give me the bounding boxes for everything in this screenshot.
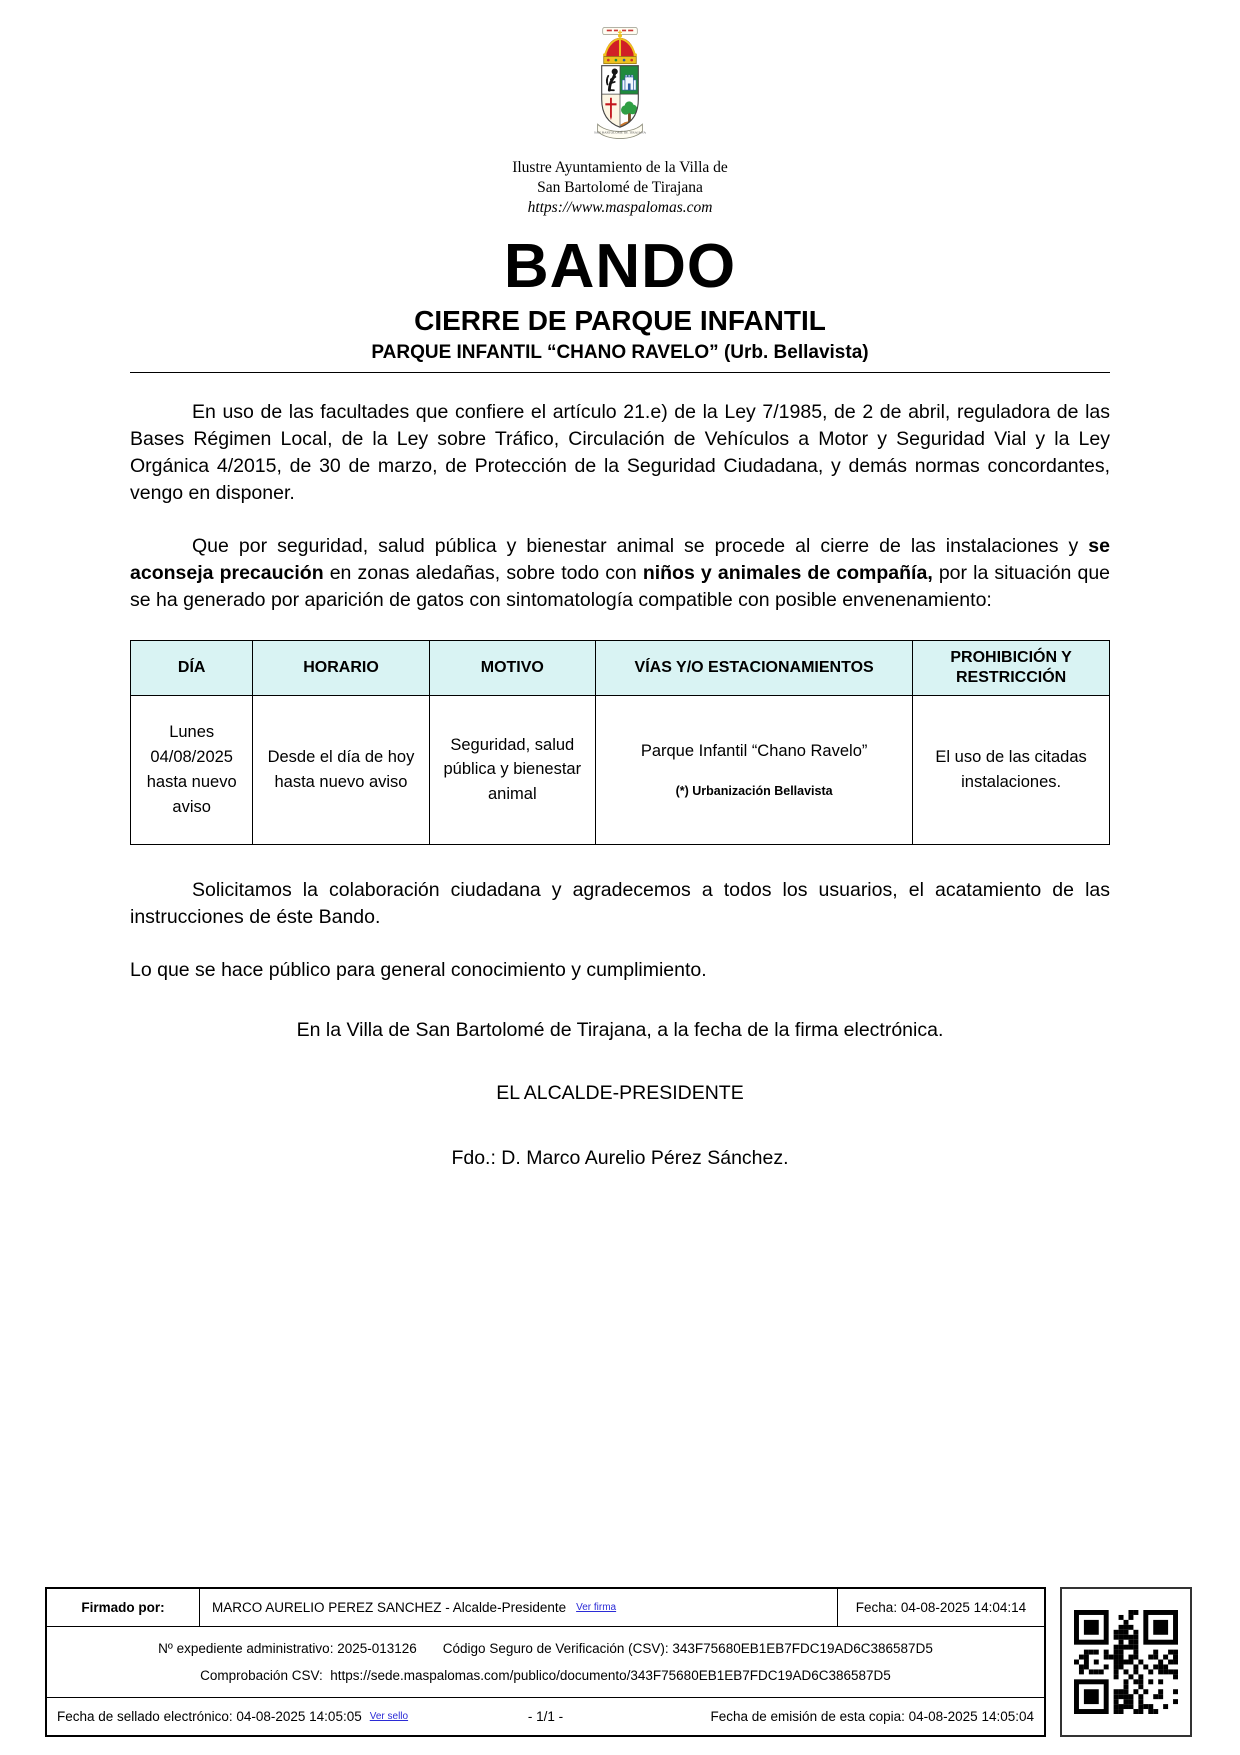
closure-details-table — [130, 640, 1110, 845]
stamp-row — [47, 1698, 1044, 1735]
svg-text:SAN BARTOLOMÉ DE TIRAJANA: SAN BARTOLOMÉ DE TIRAJANA — [594, 130, 646, 135]
document-title: BANDO — [503, 232, 737, 302]
cell-motivo: Seguridad, salud pública y bienestar animal — [429, 695, 595, 844]
signer-title: EL ALCALDE-PRESIDENTE — [496, 1082, 744, 1105]
paragraph-request: Solicitamos la colaboración ciudadana y agradecemos a todos los usuarios, el acatamiento de las instrucciones de éste Bando. — [130, 878, 1110, 928]
organization-name — [0, 158, 1240, 218]
comprobacion-label: Comprobación CSV: — [200, 1668, 323, 1683]
cell-vias-main: Parque Infantil “Chano Ravelo” — [640, 742, 868, 761]
org-website: https://www.maspalomas.com — [527, 199, 713, 217]
org-line-2: San Bartolomé de Tirajana — [537, 179, 703, 197]
table-header-row — [131, 640, 1110, 695]
signed-by-label: Firmado por: — [47, 1589, 200, 1626]
expediente-line — [53, 1635, 1038, 1662]
p2-seg-1: se aconseja precaución — [130, 535, 1110, 584]
emision-date: Fecha de emisión de esta copia: 04-08-2025 14:05:04 — [710, 1709, 1034, 1724]
p2-seg-3: niños y animales de compañía, — [642, 561, 933, 584]
p2-seg-2: en zonas aledañas, sobre todo con — [323, 561, 643, 584]
cell-dia: Lunes 04/08/2025 hasta nuevo aviso — [131, 695, 253, 844]
comprobacion-url: https://sede.maspalomas.com/publico/documento/343F75680EB1EB7FDC19AD6C386587D5 — [330, 1668, 891, 1683]
ver-sello-link[interactable]: Ver sello — [369, 1711, 409, 1722]
page-indicator: - 1/1 - — [527, 1709, 564, 1724]
paragraph-legal-basis: En uso de las facultades que confiere el artículo 21.e) de la Ley 7/1985, de 2 de abril, reguladora de las Bases Régimen Local, de la Ley sobre Tráfico, Circulación de Vehículos a Motor y Seguridad Vial y la Ley Orgánica 4/2015, de 30 de marzo, de Protección de la Seguridad Ciudadana, y demás normas concordantes, vengo en disponer. — [130, 401, 1110, 505]
p2-seg-0: Que por seguridad, salud pública y bienestar animal se procede al cierre de las instalaciones y — [192, 535, 1089, 558]
document-subsubtitle: PARQUE INFANTIL “CHANO RAVELO” (Urb. Bellavista) — [371, 342, 869, 364]
cell-vias — [596, 695, 913, 844]
document-subtitle: CIERRE DE PARQUE INFANTIL — [414, 305, 826, 337]
signature-line: Fdo.: D. Marco Aurelio Pérez Sánchez. — [451, 1147, 789, 1170]
csv-code: Código Seguro de Verificación (CSV): 343F75680EB1EB7FDC19AD6C386587D5 — [442, 1641, 933, 1656]
paragraph-closure-reason — [130, 533, 1110, 614]
electronic-signature-footer — [45, 1587, 1192, 1737]
coat-of-arms-icon — [577, 26, 663, 144]
title-divider — [130, 372, 1110, 373]
ver-firma-link[interactable]: Ver firma — [576, 1602, 617, 1613]
table-header-horario: HORARIO — [253, 640, 429, 695]
signed-by-value-cell — [200, 1589, 837, 1626]
sellado-date: Fecha de sellado electrónico: 04-08-2025 14:05:05 — [57, 1709, 362, 1724]
cell-prohibicion: El uso de las citadas instalaciones. — [913, 695, 1110, 844]
signature-date: Fecha: 04-08-2025 14:04:14 — [837, 1589, 1044, 1626]
paragraph-publication: Lo que se hace público para general conocimiento y cumplimiento. — [130, 958, 707, 981]
qr-code — [1060, 1587, 1192, 1737]
org-line-1: Ilustre Ayuntamiento de la Villa de — [512, 159, 728, 176]
expediente-number: Nº expediente administrativo: 2025-013126 — [158, 1641, 417, 1656]
signed-by-row — [47, 1589, 1044, 1627]
comprobacion-line — [53, 1662, 1038, 1689]
table-row — [131, 695, 1110, 844]
csv-row — [47, 1627, 1044, 1698]
signed-by-value: MARCO AURELIO PEREZ SANCHEZ - Alcalde-Presidente — [212, 1600, 567, 1615]
table-header-prohibicion: PROHIBICIÓN Y RESTRICCIÓN — [913, 640, 1110, 695]
header-crest — [0, 0, 1240, 218]
table-header-motivo: MOTIVO — [429, 640, 595, 695]
cell-horario: Desde el día de hoy hasta nuevo aviso — [253, 695, 429, 844]
p2-seg-4: por la situación que se ha generado por aparición de gatos con sintomatología compatible con posible envenenamiento: — [130, 561, 1111, 611]
signature-metadata-table — [45, 1587, 1046, 1737]
table-header-vias: VÍAS Y/O ESTACIONAMIENTOS — [596, 640, 913, 695]
table-header-dia: DÍA — [131, 640, 253, 695]
place-and-date-line: En la Villa de San Bartolomé de Tirajana, a la fecha de la firma electrónica. — [296, 1019, 944, 1042]
cell-vias-note: (*) Urbanización Bellavista — [675, 783, 833, 798]
